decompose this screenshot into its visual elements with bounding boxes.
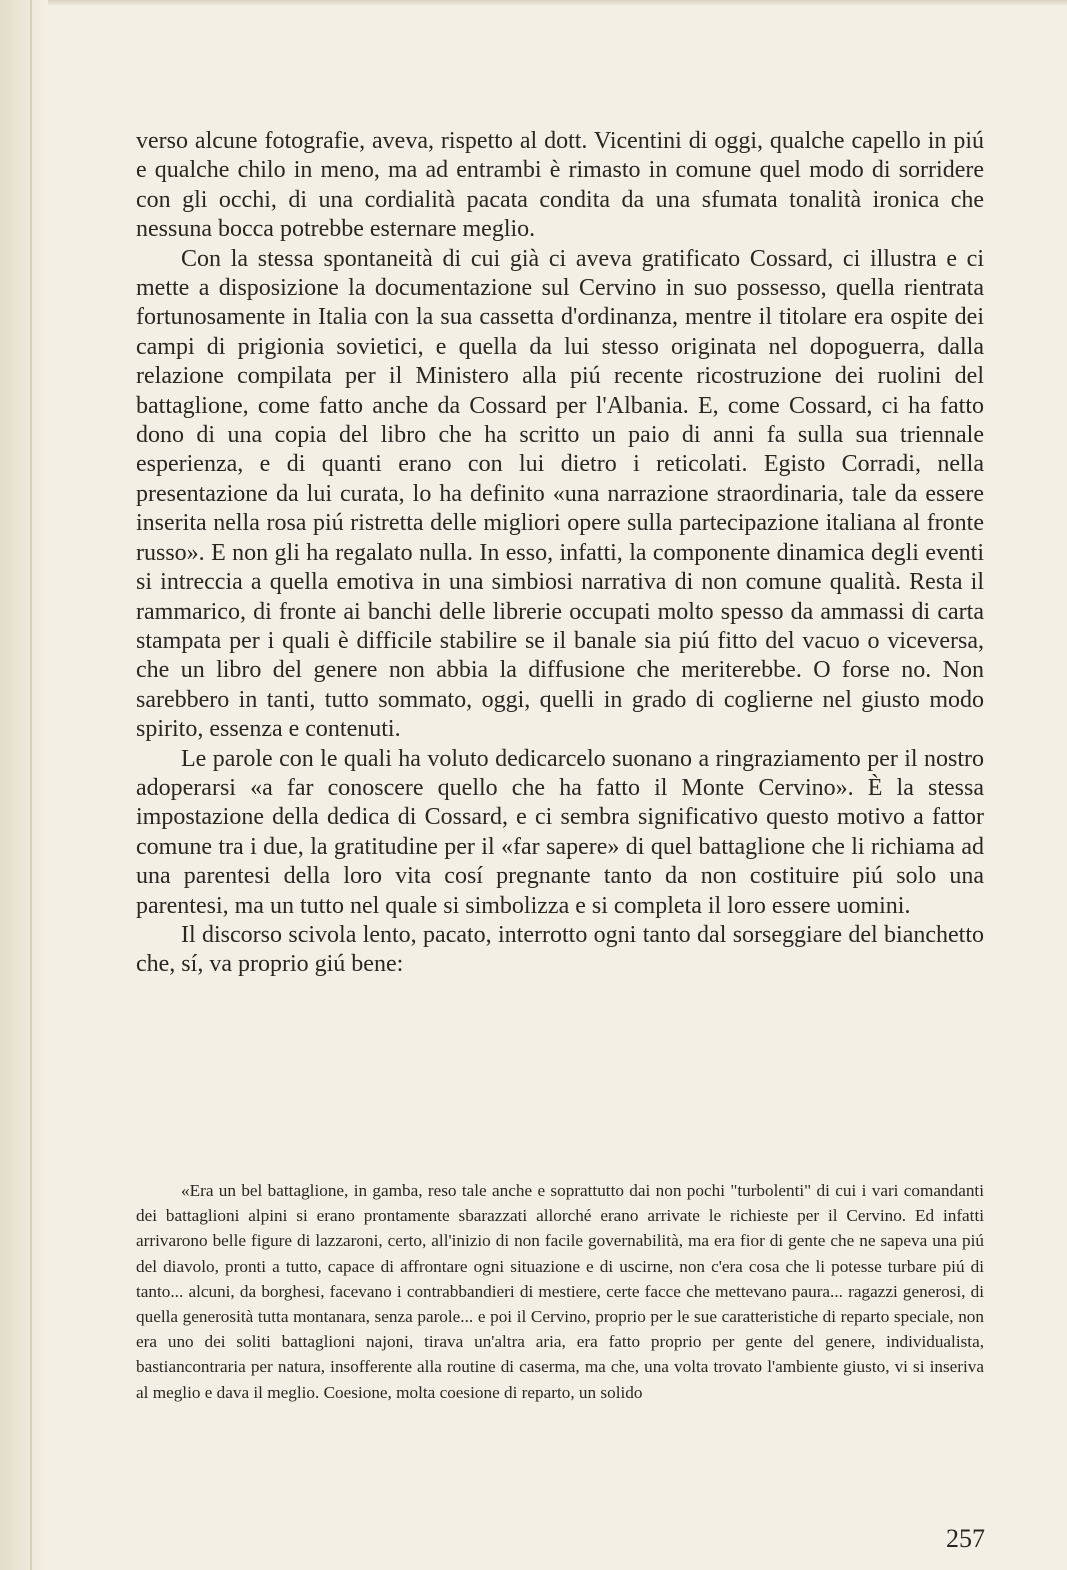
page-top-edge [0, 0, 1067, 6]
paragraph-1: verso alcune fotografie, aveva, rispetto al dott. Vicentini di oggi, qualche capello in piú e qualche chilo in meno, ma ad entrambi è rimasto in comune quel modo di sorridere con gli occhi, di una cordialità pacata condita da una sfumata tonalità ironica che nessuna bocca potrebbe esternare meglio. [136, 128, 984, 243]
block-quote [136, 1178, 984, 1405]
page-number: 257 [946, 1524, 985, 1553]
page-gutter-shadow [0, 0, 48, 1570]
paragraph-4: Il discorso scivola lento, pacato, interrotto ogni tanto dal sorseggiare del bianchetto che, sí, va proprio giú bene: [136, 921, 984, 978]
body-text [136, 127, 984, 980]
paragraph-2: Con la stessa spontaneità di cui già ci aveva gratificato Cossard, ci illustra e ci mette a disposizione la documentazione sul Cervino in suo possesso, quella rientrata fortunosamente in Italia con la sua cassetta d'ordinanza, mentre il titolare era ospite dei campi di prigionia sovietici, e quella da lui stesso originata nel dopoguerra, dalla relazione compilata per il Ministero alla piú recente ricostruzione dei ruolini del battaglione, come fatto anche da Cossard per l'Albania. E, come Cossard, ci ha fatto dono di una copia del libro che ha scritto un paio di anni fa sulla sua triennale esperienza, e di quanti erano con lui dietro i reticolati. Egisto Corradi, nella presentazione da lui curata, lo ha definito «una narrazione straordinaria, tale da essere inserita nella rosa piú ristretta delle migliori opere sulla partecipazione italiana al fronte russo». E non gli ha regalato nulla. In esso, infatti, la componente dinamica degli eventi si intreccia a quella emotiva in una simbiosi narrativa di non comune qualità. Resta il rammarico, di fronte ai banchi delle librerie occupati molto spesso da ammassi di carta stampata per i quali è difficile stabilire se il banale sia piú fitto del vacuo o viceversa, che un libro del genere non abbia la diffusione che meriterebbe. O forse no. Non sarebbero in tanti, tutto sommato, oggi, quelli in grado di coglierne nel giusto modo spirito, essenza e contenuti. [136, 245, 984, 743]
paragraph-3: Le parole con le quali ha voluto dedicarcelo suonano a ringraziamento per il nostro adoperarsi «a far conoscere quello che ha fatto il Monte Cervino». È la stessa impostazione della dedica di Cossard, e ci sembra significativo questo motivo a fattor comune tra i due, la gratitudine per il «far sapere» di quel battaglione che li richiama ad una parentesi della loro vita cosí pregnante tanto da non costituire piú solo una parentesi, ma un tutto nel quale si simbolizza e si completa il loro essere uomini. [136, 745, 984, 919]
quote-text: «Era un bel battaglione, in gamba, reso tale anche e soprattutto dai non pochi "turbolenti" di cui i vari comandanti dei battaglioni alpini si erano prontamente sbarazzati allorché erano arrivate le richieste per il Cervino. Ed infatti arrivarono belle figure di lazzaroni, certo, all'inizio di non facile governabilità, ma era fior di gente che ne sapeva una piú del diavolo, pronti a tutto, capace di affrontare ogni situazione e di uscirne, non c'era cosa che li potesse turbare piú di tanto... alcuni, da borghesi, facevano i contrabbandieri di mestiere, certe facce che mettevano paura... ragazzi generosi, di quella generosità tutta montanara, senza parole... e poi il Cervino, proprio per le sue caratteristiche di reparto speciale, non era uno dei soliti battaglioni najoni, tirava un'altra aria, era fatto proprio per gente del genere, individualista, bastiancontraria per natura, insofferente alla routine di caserma, ma che, una volta trovato l'ambiente giusto, vi si inseriva al meglio e dava il meglio. Coesione, molta coesione di reparto, un solido [136, 1181, 984, 1402]
